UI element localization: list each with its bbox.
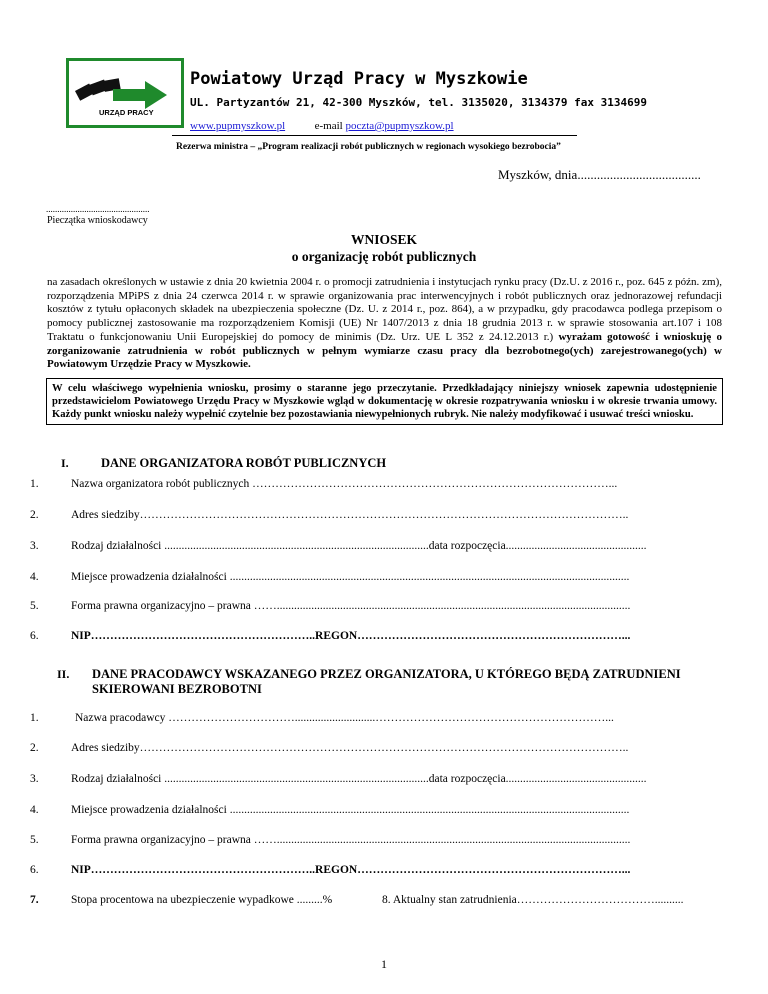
row-number: 7. [30, 894, 39, 906]
website-link[interactable]: www.pupmyszkow.pl [190, 120, 286, 132]
row-number: 1. [30, 712, 39, 724]
page-number: 1 [381, 957, 387, 971]
row-field: Nazwa organizatora robót publicznych …………………………………………………………………………………... [71, 478, 618, 490]
email-label: e-mail [314, 120, 343, 132]
org-address: UL. Partyzantów 21, 42-300 Myszków, tel. 3135020, 3134379 fax 3134699 [190, 96, 647, 109]
row-field: Miejsce prowadzenia działalności ........................................................................................................................................... [71, 571, 630, 583]
intro-declaration: wyrażam gotowość i wnioskuję o zorganizowanie zatrudnienia w robót publicznych w pełnym wymiarze czasu pracy dla bezrobotnego(ych) zarejestrowanego(ych) w Powiatowym Urzędzie Pracy w Myszkowie. [47, 330, 722, 371]
section2-heading-cont: SKIEROWANI BEZROBOTNI [92, 682, 262, 696]
stamp-line: .............................................. [46, 204, 150, 214]
section1-number: I. [61, 456, 69, 470]
row-number: 1. [30, 478, 39, 490]
logo-text: URZĄD PRACY [99, 108, 154, 117]
row-field: Rodzaj działalności ............................................................................................data rozpoczęcia................................................. [71, 540, 647, 552]
section1-row-4[interactable] [30, 571, 629, 583]
stamp-label: Pieczątka wnioskodawcy [47, 215, 148, 226]
row-field: Nazwa pracodawcy ……………………………............................……………………………………………………... [75, 712, 614, 724]
place-date: Myszków, dnia...................................... [498, 167, 701, 182]
document-subtitle: o organizację robót publicznych [291, 249, 477, 264]
section2-row-3[interactable] [30, 773, 647, 785]
row-number: 2. [30, 509, 39, 521]
row-number: 4. [30, 804, 39, 816]
row-field: NIP…………………………………………………..REGON……………………………………………………………... [71, 630, 631, 642]
section1-row-5[interactable] [30, 600, 630, 612]
row-number: 6. [30, 630, 39, 642]
email-link[interactable]: poczta@pupmyszkow.pl [345, 120, 454, 132]
section1-row-3[interactable] [30, 540, 647, 552]
section1-heading: DANE ORGANIZATORA ROBÓT PUBLICZNYCH [101, 456, 387, 470]
row-field: Forma prawna organizacyjno – prawna ……........................................................................................................................... [71, 600, 631, 612]
program-name: Rezerwa ministra – „Program realizacji robót publicznych w regionach wysokiego bezrobocia” [176, 142, 561, 152]
section1-row-6[interactable] [30, 630, 630, 642]
row-number: 5. [30, 834, 39, 846]
notice-box: W celu właściwego wypełnienia wniosku, prosimy o staranne jego przeczytanie. Przedkładający niniejszy wniosek zapewnia udostępnienie przedstawicielom Powiatowego Urzędu Pracy w Myszkowie wgląd w dokumentację w okresie rozpatrywania wniosku i w okresie trwania umowy. Każdy punkt wniosku należy wypełnić czytelnie bez pozostawiania niewypełnionych rubryk. Nie należy modyfikować i usuwać treści wniosku. [46, 378, 723, 425]
row-number: 6. [30, 864, 39, 876]
org-name: Powiatowy Urząd Pracy w Myszkowie [190, 69, 528, 89]
row-number: 3. [30, 540, 39, 552]
row-number: 4. [30, 571, 39, 583]
section2-row-1[interactable] [30, 712, 614, 724]
section2-row-4[interactable] [30, 804, 629, 816]
section2-row-8[interactable] [382, 894, 684, 906]
section1-row-1[interactable] [30, 478, 617, 490]
row-number: 2. [30, 742, 39, 754]
section2-row-5[interactable] [30, 834, 630, 846]
document-title: WNIOSEK [350, 232, 418, 247]
row-number: 5. [30, 600, 39, 612]
section2-row-2[interactable] [30, 742, 628, 754]
org-links [190, 120, 454, 132]
row-field: Adres siedziby……………………………………………………………………………………………………………….. [71, 509, 629, 521]
section2-heading: DANE PRACODAWCY WSKAZANEGO PRZEZ ORGANIZATORA, U KTÓREGO BĘDĄ ZATRUDNIENI [92, 667, 681, 681]
row-field: NIP…………………………………………………..REGON……………………………………………………………... [71, 864, 631, 876]
row-field: Forma prawna organizacyjno – prawna ……........................................................................................................................... [71, 834, 631, 846]
header-divider [172, 135, 577, 136]
row-field: Rodzaj działalności ............................................................................................data rozpoczęcia................................................. [71, 773, 647, 785]
row-field: Miejsce prowadzenia działalności ........................................................................................................................................... [71, 804, 630, 816]
logo [66, 58, 184, 128]
section1-row-2[interactable] [30, 509, 628, 521]
section2-number: II. [57, 667, 70, 681]
intro-paragraph [47, 276, 722, 372]
section2-row-6[interactable] [30, 864, 630, 876]
row-number: 3. [30, 773, 39, 785]
accident-rate-field: Stopa procentowa na ubezpieczenie wypadkowe .........% [71, 894, 333, 906]
row-field: Adres siedziby……………………………………………………………………………………………………………….. [71, 742, 629, 754]
intro-text: na zasadach określonych w ustawie z dnia 20 kwietnia 2004 r. o promocji zatrudnienia i instytucjach rynku pracy (Dz.U. z 2016 r., poz. 645 z późn. zm), rozporządzenia MPiPS z dnia 24 czerwca 2014 r. w sprawie organizowania prac interwencyjnych i robót publicznych oraz jednorazowej refundacji kosztów z tytułu opłaconych składek na ubezpieczenia społeczne (Dz. U. z 2014 r., poz. 864), a w przypadku, gdy pracodawca podlega przepisom o pomocy publicznej zastosowanie ma rozporządzeniem Komisji (UE) Nr 1407/2013 z dnia 18 grudnia 2013 r. w sprawie stosowania art.107 i 108 Traktatu o funkcjonowaniu Unii Europejskiej do pomocy de minimis (Dz. Urz. UE L 352 z 24.12.2013 r.) [47, 276, 722, 343]
section2-row-7[interactable] [30, 894, 332, 906]
employment-field: 8. Aktualny stan zatrudnienia……………………………….......... [382, 894, 684, 906]
